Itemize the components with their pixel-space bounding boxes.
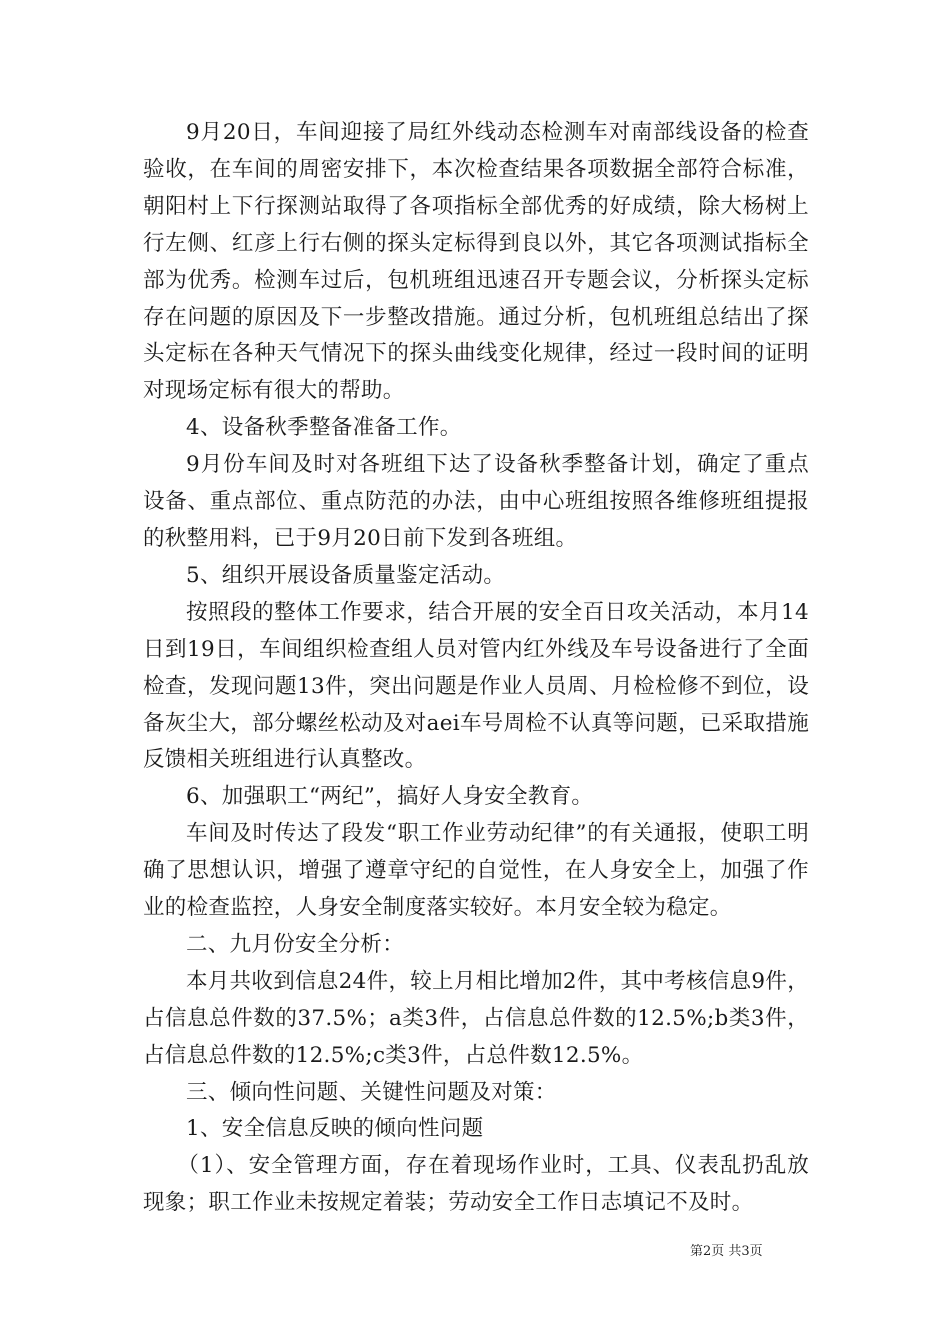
page-footer: 第2页 共3页	[690, 1244, 763, 1259]
paragraph-personal-safety: 车间及时传达了段发“职工作业劳动纪律”的有关通报，使职工明确了思想认识，增强了遵章守纪的自觉性，在人身安全上，加强了作业的检查监控，人身安全制度落实较好。本月安全较为稳定。	[143, 821, 809, 921]
heading-autumn-preparation: 4、设备秋季整备准备工作。	[186, 415, 462, 441]
heading-safety-analysis: 二、九月份安全分析：	[186, 931, 405, 957]
paragraph-safety-management: （1）、安全管理方面，存在着现场作业时，工具、仪表乱扔乱放现象；职工作业未按规定着装；劳动安全工作日志填记不及时。	[143, 1153, 809, 1216]
heading-quality-appraisal: 5、组织开展设备质量鉴定活动。	[186, 562, 506, 588]
heading-key-issues: 三、倾向性问题、关键性问题及对策：	[186, 1079, 557, 1105]
paragraph-autumn-preparation: 9月份车间及时对各班组下达了设备秋季整备计划，确定了重点设备、重点部位、重点防范的办法，由中心班组按照各维修班组提报的秋整用料，已于9月20日前下发到各班组。	[143, 452, 809, 551]
paragraph-inspection: 9月20日，车间迎接了局红外线动态检测车对南部线设备的检查验收，在车间的周密安排下，本次检查结果各项数据全部符合标准，朝阳村上下行探测站取得了各项指标全部优秀的好成绩，除大杨树上行左侧、红彦上行右侧的探头定标得到良以外，其它各项测试指标全部为优秀。检测车过后，包机班组迅速召开专题会议，分析探头定标存在问题的原因及下一步整改措施。通过分析，包机班组总结出了探头定标在各种天气情况下的探头曲线变化规律，经过一段时间的证明对现场定标有很大的帮助。	[143, 120, 809, 404]
heading-personal-safety: 6、加强职工“两纪”，搞好人身安全教育。	[186, 784, 594, 810]
document-body	[143, 115, 809, 1222]
heading-tendency-issues: 1、安全信息反映的倾向性问题	[186, 1116, 484, 1142]
paragraph-safety-analysis: 本月共收到信息24件，较上月相比增加2件，其中考核信息9件，占信息总件数的37.5%；a类3件，占信息总件数的12.5%;b类3件，占信息总件数的12.5%;c类3件，占总件数12.5%。	[143, 968, 809, 1068]
paragraph-quality-appraisal: 按照段的整体工作要求，结合开展的安全百日攻关活动，本月14日到19日，车间组织检查组人员对管内红外线及车号设备进行了全面检查，发现问题13件，突出问题是作业人员周、月检检修不到位，设备灰尘大，部分螺丝松动及对aei车号周检不认真等问题，已采取措施反馈相关班组进行认真整改。	[143, 599, 809, 773]
